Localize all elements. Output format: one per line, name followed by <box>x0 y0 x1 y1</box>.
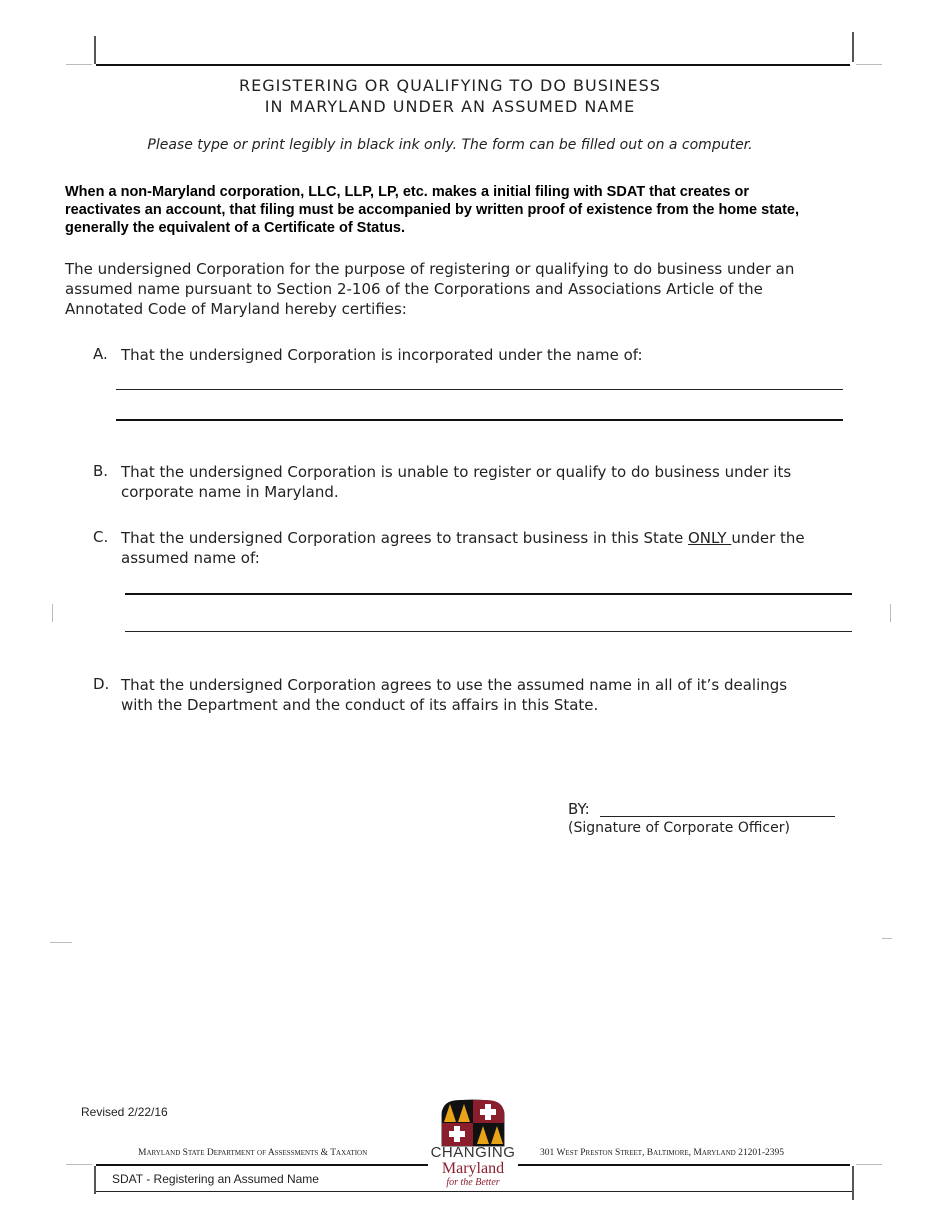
form-title-line-2: IN MARYLAND UNDER AN ASSUMED NAME <box>264 97 636 116</box>
side-mark-right <box>890 604 891 622</box>
side-mark-right-lower <box>882 938 892 939</box>
signature-line[interactable] <box>600 816 835 817</box>
crop-mark-top-right-h <box>856 64 882 65</box>
side-mark-left <box>52 604 53 622</box>
logo-text-tagline: for the Better <box>446 1177 500 1188</box>
item-c-text-after: under the assumed name of: <box>121 529 805 567</box>
footer-top-line-right <box>518 1164 850 1166</box>
revised-date: Revised 2/22/16 <box>81 1105 168 1119</box>
crop-mark-bottom-right-h <box>856 1164 882 1165</box>
crop-mark-bottom-left-h <box>66 1164 92 1165</box>
item-c-emphasis: ONLY <box>688 529 732 547</box>
item-a-letter: A. <box>93 345 108 363</box>
item-c-text <box>121 528 821 568</box>
changing-maryland-logo <box>430 1096 516 1190</box>
maryland-flag-icon <box>430 1096 516 1148</box>
logo-text-changing: CHANGING <box>430 1144 516 1161</box>
corporation-name-line-2[interactable] <box>116 419 843 421</box>
signature-caption: (Signature of Corporate Officer) <box>568 820 790 836</box>
item-b-text: That the undersigned Corporation is unable to register or qualify to do business under its corporate name in Maryland. <box>121 463 792 501</box>
top-border-line <box>96 64 850 66</box>
crop-mark-top-right <box>852 32 854 62</box>
corporation-name-line-1[interactable] <box>116 389 843 390</box>
item-d-text: That the undersigned Corporation agrees to use the assumed name in all of it’s dealings with the Department and the conduct of its affairs in this State. <box>121 676 788 714</box>
intro-paragraph: The undersigned Corporation for the purpose of registering or qualifying to do business under an assumed name pursuant to Section 2-106 of the Corporations and Associations Article of the Annotated Code of Maryland hereby certifies: <box>65 260 795 318</box>
item-c-text-before: That the undersigned Corporation agrees to transact business in this State <box>121 529 688 547</box>
item-d-letter: D. <box>93 675 110 693</box>
footer-bottom-line <box>96 1191 852 1192</box>
certificate-notice: When a non-Maryland corporation, LLC, LLP, LP, etc. makes a initial filing with SDAT that creates or reactivates an account, that filing must be accompanied by written proof of existence from the home state, generally the equivalent of a Certificate of Status. <box>65 184 800 236</box>
logo-text-maryland: Maryland <box>441 1160 505 1177</box>
form-name: SDAT - Registering an Assumed Name <box>112 1172 319 1186</box>
item-c-letter: C. <box>93 528 109 546</box>
assumed-name-line-1[interactable] <box>125 593 852 595</box>
side-mark-left-lower <box>50 942 72 943</box>
assumed-name-line-2[interactable] <box>125 631 852 632</box>
item-b-letter: B. <box>93 462 109 480</box>
department-name: Maryland State Department of Assessments & Taxation <box>138 1148 368 1158</box>
footer-top-line <box>96 1164 428 1166</box>
instructions: Please type or print legibly in black ink only. The form can be filled out on a computer. <box>147 137 753 153</box>
crop-mark-top-left <box>94 36 96 64</box>
crop-mark-bottom-right <box>852 1166 854 1200</box>
crop-mark-bottom-left <box>94 1166 96 1194</box>
crop-mark-top-left-h <box>66 64 92 65</box>
form-title-line-1: REGISTERING OR QUALIFYING TO DO BUSINESS <box>239 76 661 95</box>
signature-label: BY: <box>568 800 590 818</box>
department-address: 301 West Preston Street, Baltimore, Maryland 21201-2395 <box>540 1148 784 1158</box>
item-a-text: That the undersigned Corporation is incorporated under the name of: <box>121 346 643 364</box>
